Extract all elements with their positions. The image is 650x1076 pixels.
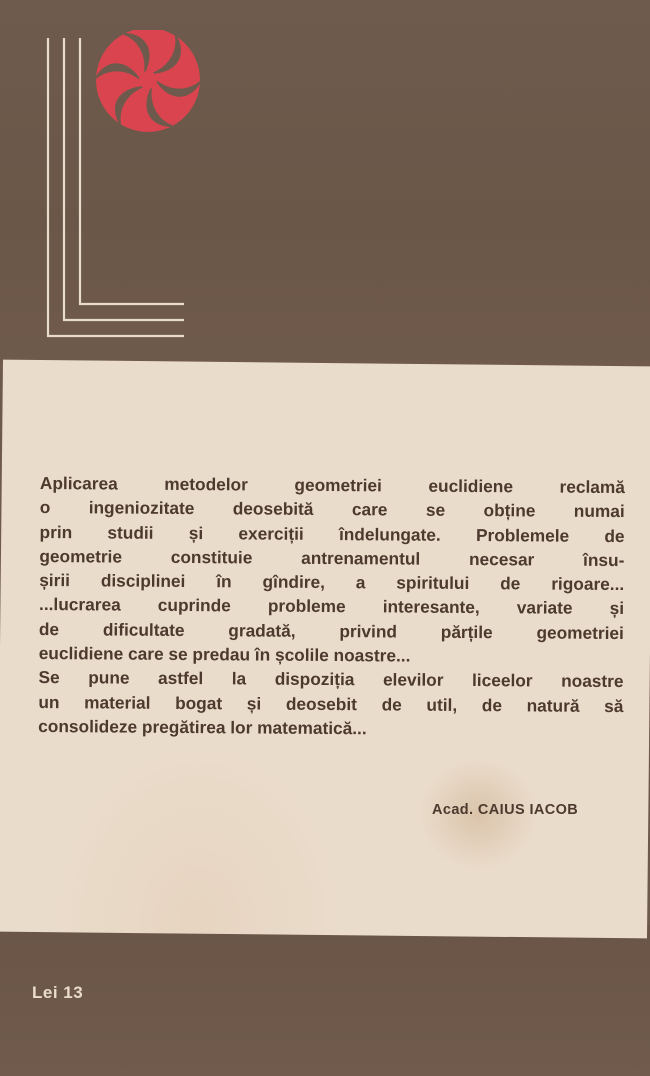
blurb-line: Se pune astfel la dispoziția elevilor liceelor noastre bbox=[38, 667, 624, 692]
blurb-line: Aplicarea metodelor geometriei euclidiene reclamă bbox=[39, 472, 625, 498]
author-signature: Acad. CAIUS IACOB bbox=[432, 802, 579, 818]
blurb-line: ...lucrarea cuprinde probleme interesante, variate și bbox=[38, 594, 625, 619]
blurb-line: de dificultate gradată, privind părțile geometriei bbox=[38, 618, 624, 643]
spiral-swirl-icon bbox=[90, 30, 206, 133]
blurb-line: consolideze pregătirea lor matematică... bbox=[38, 715, 367, 739]
blurb-line: euclidiene care se predau în școlile noastre... bbox=[38, 643, 411, 666]
price-label: Lei 13 bbox=[32, 983, 84, 1002]
blurb-line: prin studii și exerciții îndelungate. Problemele de bbox=[39, 521, 625, 546]
publisher-logo bbox=[38, 30, 208, 350]
blurb-text bbox=[38, 471, 625, 742]
blurb-line: șirii disciplinei în gîndire, a spiritului de rigoare... bbox=[39, 570, 625, 595]
blurb-line: geometrie constituie antrenamentul necesar însu- bbox=[39, 545, 625, 570]
blurb-line: o ingeniozitate deosebită care se obține numai bbox=[39, 497, 625, 522]
bottom-band bbox=[0, 925, 650, 1076]
blurb-line: un material bogat și deosebit de util, de natură să bbox=[38, 691, 624, 716]
